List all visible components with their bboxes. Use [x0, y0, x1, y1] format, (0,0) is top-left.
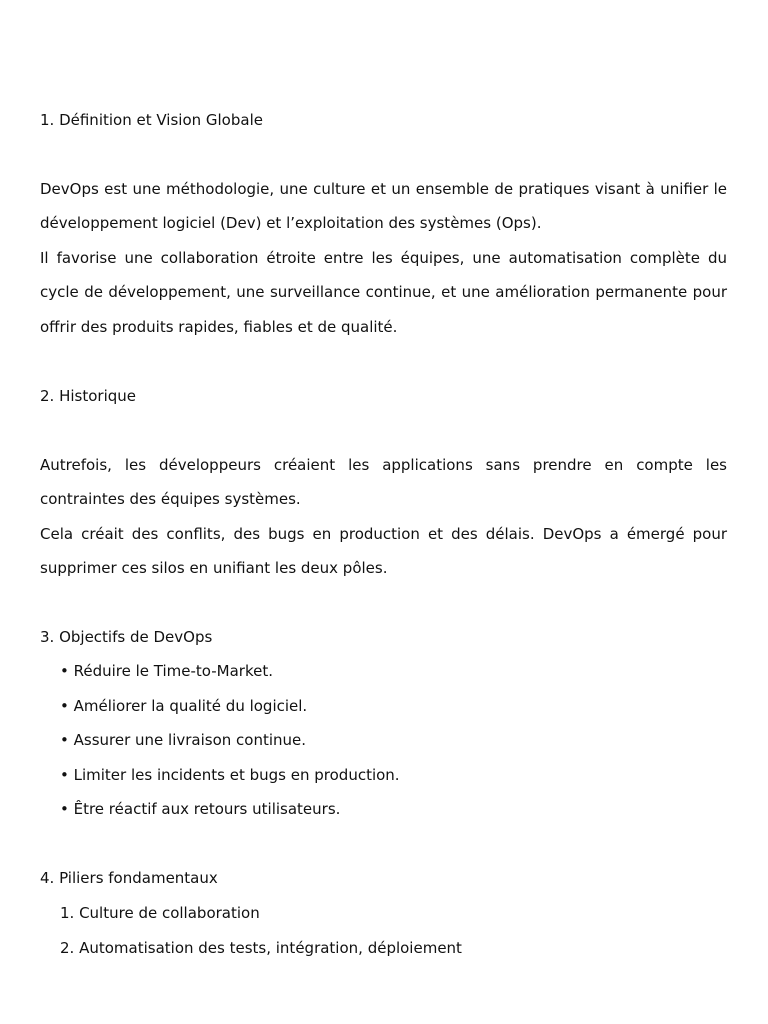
- section-body-definition: [40, 172, 727, 344]
- pillars-list: [60, 903, 462, 972]
- list-item: 2. Automatisation des tests, intégration, déploiement: [60, 938, 462, 957]
- section-heading-definition: 1. Définition et Vision Globale: [40, 111, 263, 129]
- list-item: • Améliorer la qualité du logiciel.: [60, 696, 308, 715]
- paragraph: Autrefois, les développeurs créaient les applications sans prendre en compte les contraintes des équipes systèmes.: [40, 456, 727, 509]
- objectives-list: [60, 661, 400, 834]
- section-heading-piliers: 4. Piliers fondamentaux: [40, 869, 218, 887]
- paragraph: Cela créait des conflits, des bugs en production et des délais. DevOps a émergé pour supprimer ces silos en unifiant les deux pôles.: [40, 524, 727, 578]
- paragraph: Il favorise une collaboration étroite entre les équipes, une automatisation complète du cycle de développement, une surveillance continue, et une amélioration permanente pour offrir des produits rapides, fiables et de qualité.: [40, 248, 727, 336]
- section-heading-objectifs: 3. Objectifs de DevOps: [40, 628, 213, 646]
- section-body-historique: [40, 448, 727, 586]
- paragraph: DevOps est une méthodologie, une culture et un ensemble de pratiques visant à unifier le développement logiciel (Dev) et l’exploitation des systèmes (Ops).: [40, 180, 727, 233]
- list-item: • Réduire le Time-to-Market.: [60, 662, 273, 680]
- list-item: 1. Culture de collaboration: [60, 904, 260, 922]
- list-item: • Limiter les incidents et bugs en production.: [60, 765, 400, 784]
- list-item: • Assurer une livraison continue.: [60, 731, 307, 749]
- list-item: • Être réactif aux retours utilisateurs.: [60, 800, 341, 818]
- section-heading-historique: 2. Historique: [40, 387, 136, 405]
